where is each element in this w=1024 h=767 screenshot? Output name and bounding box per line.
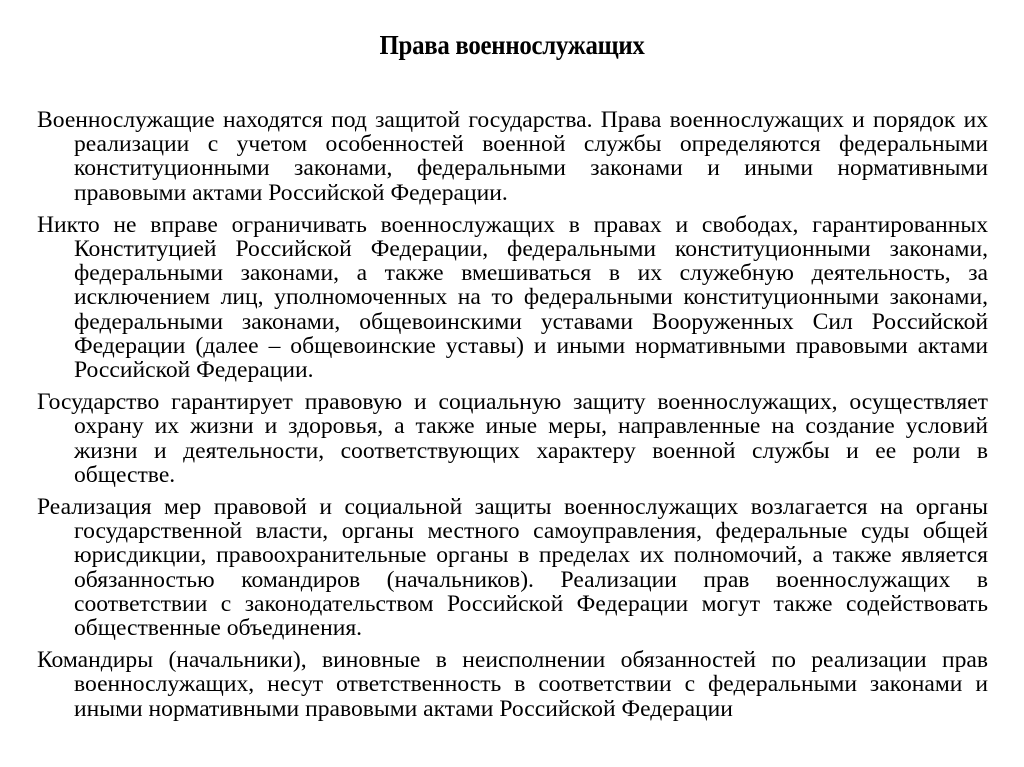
page-title: Права военнослужащих — [379, 30, 645, 60]
document-body — [37, 108, 988, 729]
paragraph-implementation: Реализация мер правовой и социальной защиты военнослужащих возлагается на органы государственной власти, органы местного самоуправления, федеральные суды общей юрисдикции, правоохранительные органы в пределах их полномочий, а также является обязанностью командиров (начальников). Реализации прав военнослужащих в соответствии с законодательством Российской Федерации могут также содействовать общественные объединения. — [37, 494, 988, 642]
paragraph-no-restriction: Никто не вправе ограничивать военнослужащих в правах и свободах, гарантированных Конституцией Российской Федерации, федеральными конституционными законами, федеральными законами, а также вмешиваться в их служебную деятельность, за исключением лиц, уполномоченных на то федеральными конституционными законами, федеральными законами, общевоинскими уставами Вооруженных Сил Российской Федерации (далее – общевоинские уставы) и иными нормативными правовыми актами Российской Федерации. — [37, 211, 988, 384]
paragraph-state-guarantee: Государство гарантирует правовую и социальную защиту военнослужащих, осуществляет охрану их жизни и здоровья, а также иные меры, направленные на создание условий жизни и деятельности, соответствующих характеру военной службы и ее роли в обществе. — [37, 389, 988, 488]
paragraph-commanders-responsibility: Командиры (начальники), виновные в неисполнении обязанностей по реализации прав военнослужащих, несут ответственность в соответствии с федеральными законами и иными нормативными правовыми актами Российской Федерации — [37, 647, 988, 722]
paragraph-rights-protection: Военнослужащие находятся под защитой государства. Права военнослужащих и порядок их реализации с учетом особенностей военной службы определяются федеральными конституционными законами, федеральными законами и иными нормативными правовыми актами Российской Федерации. — [37, 107, 988, 206]
